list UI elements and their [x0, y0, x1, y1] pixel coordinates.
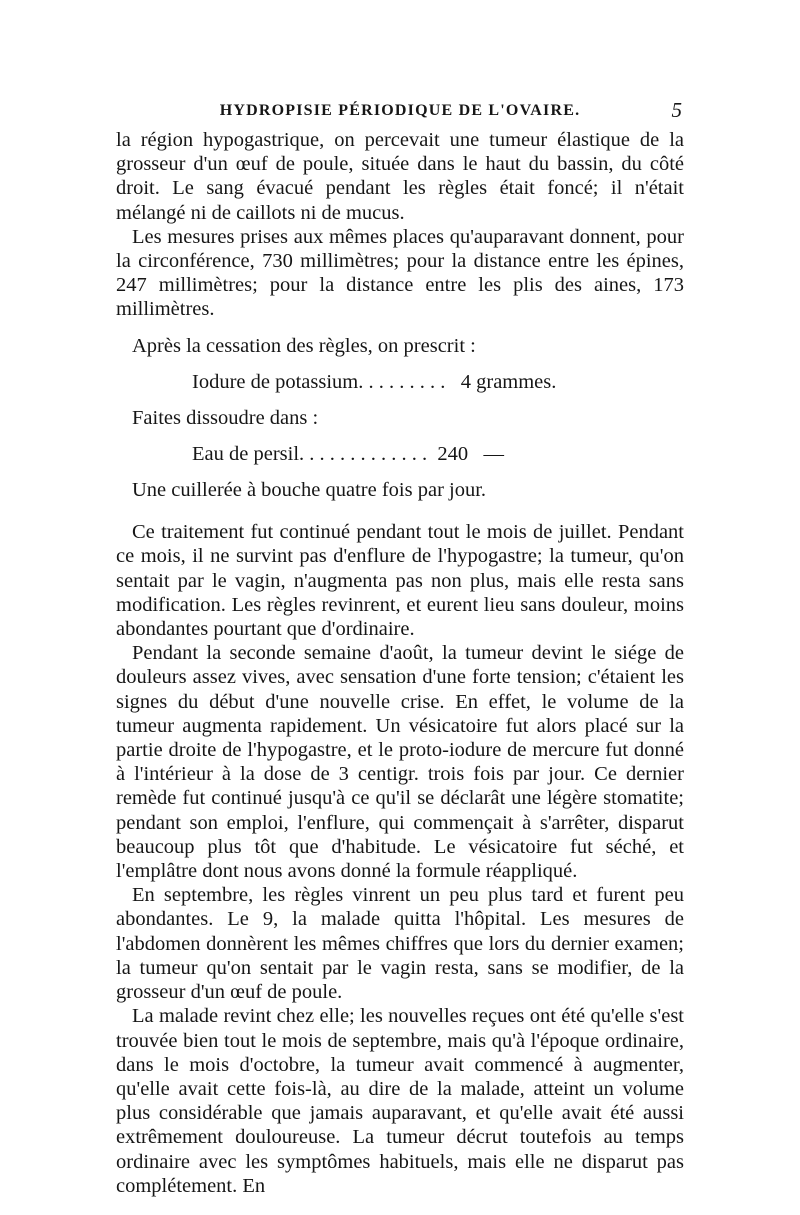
paragraph-dosage: Une cuillerée à bouche quatre fois par jour.: [132, 479, 487, 502]
paragraph-september: En septembre, les règles vinrent un peu plus tard et furent peu abondantes. Le 9, la malade quitta l'hôpital. Les mesures de l'abdomen donnèrent les mêmes chiffres que lors du dernier examen; la tumeur qu'on sentait par le vagin resta, sans se modifier, de la grosseur d'un œuf de poule.: [116, 884, 684, 1004]
spacer: [116, 430, 684, 442]
spacer: [116, 502, 684, 520]
page-body: [116, 128, 684, 1198]
paragraph-dissolve: Faites dissoudre dans :: [132, 406, 319, 429]
paragraph-prescription-intro: Après la cessation des règles, on prescrit :: [132, 334, 476, 357]
running-title: HYDROPISIE PÉRIODIQUE DE L'OVAIRE.: [219, 102, 581, 119]
formula-line-parsley: Eau de persil. . . . . . . . . . . . . 240 —: [192, 443, 505, 466]
paragraph-august-crisis: Pendant la seconde semaine d'août, la tumeur devint le siége de douleurs assez vives, avec sensation d'une forte tension; c'étaient les signes du début d'une nouvelle crise. En effet, le volume de la tumeur augmenta rapidement. Un vésicatoire fut alors placé sur la partie droite de l'hypogastre, et le proto-iodure de mercure fut donné à l'intérieur à la dose de 3 centigr. trois fois par jour. Ce dernier remède fut continué jusqu'à ce qu'il se déclarât une légère stomatite; pendant son emploi, l'enflure, qui commençait à s'arrêter, disparut beaucoup plus tôt que d'habitude. Le vésicatoire fut séché, et l'emplâtre dont nous avons donné la formule réappliqué.: [116, 642, 684, 883]
formula-line-iodide: Iodure de potassium. . . . . . . . . 4 grammes.: [192, 370, 557, 393]
page-header: [116, 96, 684, 126]
paragraph-continuation: la région hypogastrique, on percevait une tumeur élastique de la grosseur d'un œuf de poule, située dans le haut du bassin, du côté droit. Le sang évacué pendant les règles était foncé; il n'était mélangé ni de caillots ni de mucus.: [116, 129, 684, 224]
page-number: 5: [671, 98, 682, 122]
paragraph-return-home: La malade revint chez elle; les nouvelles reçues ont été qu'elle s'est trouvée bien tout le mois de septembre, mais qu'à l'époque ordinaire, dans le mois d'octobre, la tumeur avait commencé à augmenter, qu'elle avait cette fois-là, au dire de la malade, atteint un volume plus considérable que jamais auparavant, et qu'elle avait été aussi extrêmement douloureuse. La tumeur décrut toutefois au temps ordinaire avec les symptômes habituels, mais elle ne disparut pas complétement. En: [116, 1005, 684, 1197]
paragraph-treatment-july: Ce traitement fut continué pendant tout le mois de juillet. Pendant ce mois, il ne survint pas d'enflure de l'hypogastre; la tumeur, qu'on sentait par le vagin, n'augmenta pas non plus, mais elle resta sans modification. Les règles revinrent, et eurent lieu sans douleur, moins abondantes pourtant que d'ordinaire.: [116, 521, 684, 641]
paragraph-measurements: Les mesures prises aux mêmes places qu'auparavant donnent, pour la circonférence, 730 millimètres; pour la distance entre les épines, 247 millimètres; pour la distance entre les plis des aines, 173 millimètres.: [116, 225, 684, 321]
spacer: [116, 394, 684, 406]
spacer: [116, 466, 684, 478]
spacer: [116, 322, 684, 334]
spacer: [116, 358, 684, 370]
